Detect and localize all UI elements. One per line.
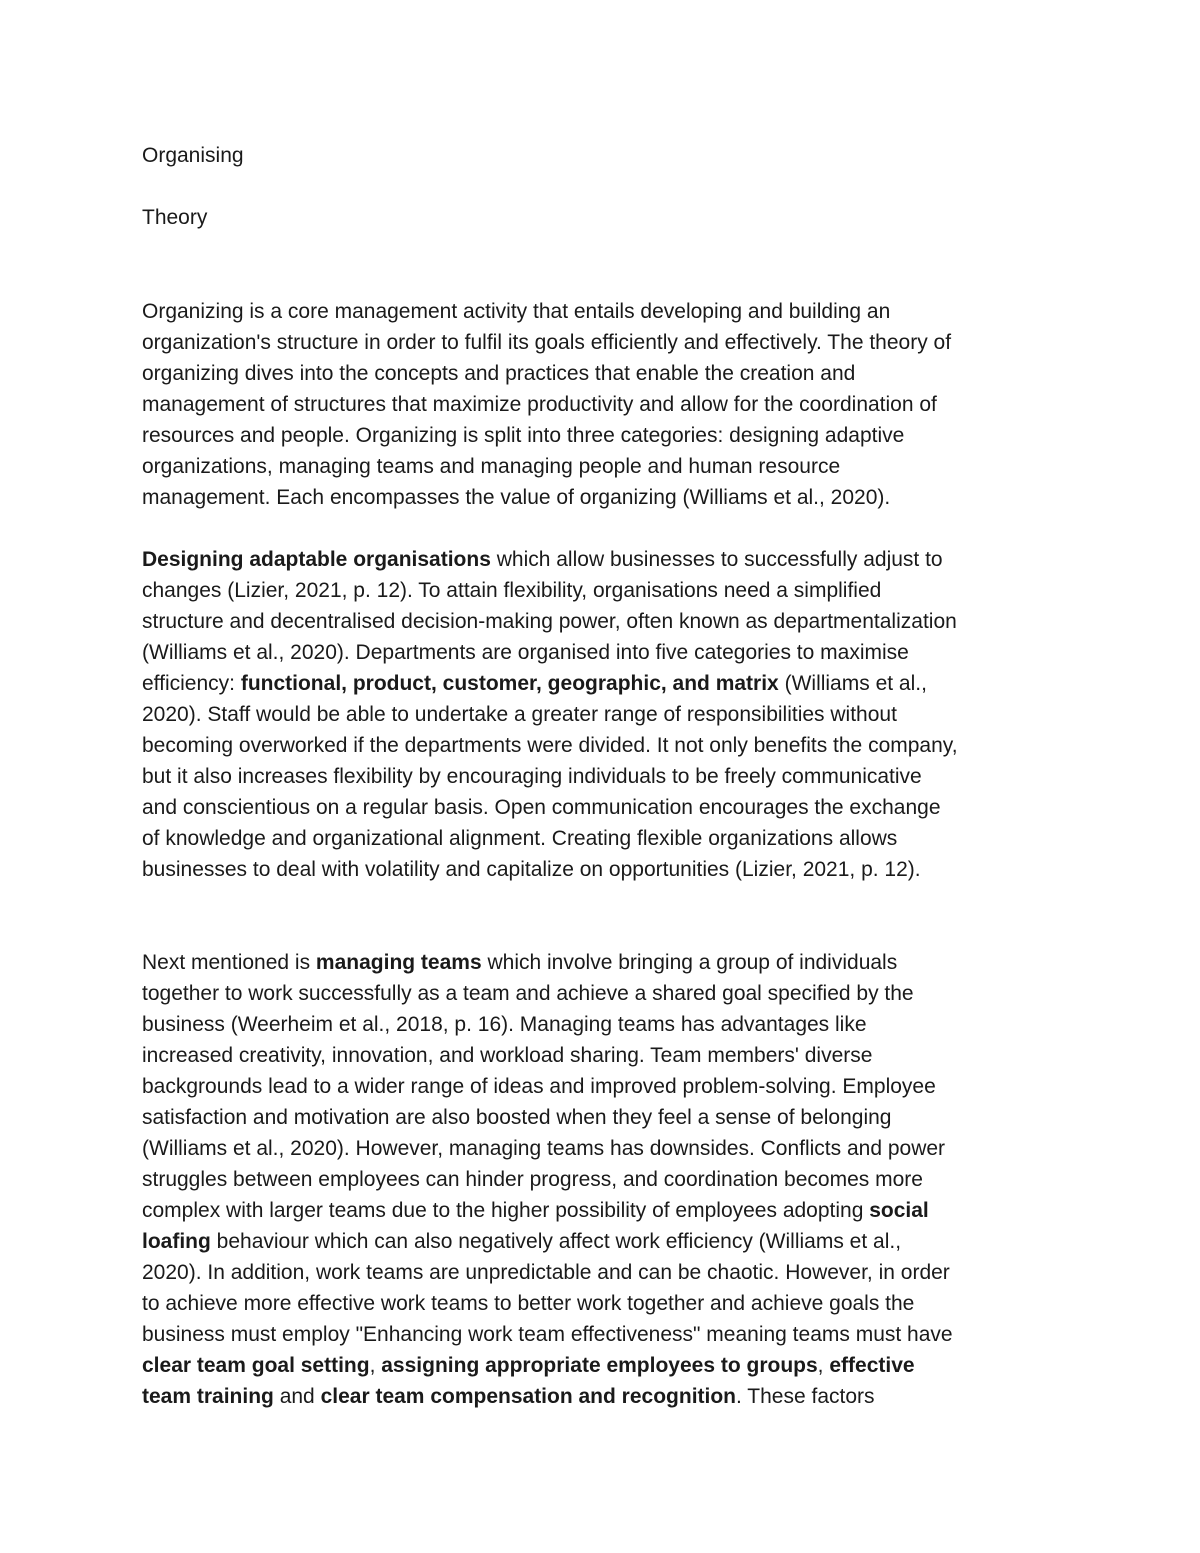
paragraph-adaptable-organisations [142, 544, 1067, 885]
text-line [142, 296, 1067, 327]
text-run: which involve bringing a group of individuals [481, 951, 898, 974]
bold-term: social [869, 1199, 929, 1222]
text-run: and conscientious on a regular basis. Open communication encourages the exchange [142, 796, 941, 819]
bold-term: effective [829, 1354, 915, 1377]
text-run: organizing dives into the concepts and practices that enable the creation and [142, 362, 856, 385]
text-run: organizations, managing teams and managing people and human resource [142, 455, 841, 478]
text-line [142, 668, 1067, 699]
text-run: but it also increases flexibility by encouraging individuals to be freely communicative [142, 765, 922, 788]
text-line [142, 699, 1067, 730]
bold-term: assigning appropriate employees to groups [381, 1354, 818, 1377]
text-run: becoming overworked if the departments were divided. It not only benefits the company, [142, 734, 958, 757]
text-run: and [273, 1385, 321, 1408]
text-line [142, 1381, 1067, 1412]
text-line [142, 451, 1067, 482]
text-run: struggles between employees can hinder progress, and coordination becomes more [142, 1168, 923, 1191]
text-run: behaviour which can also negatively affect work efficiency (Williams et al., [210, 1230, 902, 1253]
text-line [142, 761, 1067, 792]
text-line [142, 1350, 1067, 1381]
text-run: increased creativity, innovation, and workload sharing. Team members' diverse [142, 1044, 873, 1067]
text-run: Organizing is a core management activity that entails developing and building an [142, 300, 891, 323]
text-run: management. Each encompasses the value of organizing (Williams et al., 2020). [142, 486, 891, 509]
text-run: (Williams et al., 2020). Departments are organised into five categories to maximise [142, 641, 909, 664]
text-line [142, 575, 1067, 606]
text-line [142, 1009, 1067, 1040]
text-line [142, 730, 1067, 761]
text-run: organization's structure in order to fulfil its goals efficiently and effectively. The theory of [142, 331, 952, 354]
text-run: complex with larger teams due to the higher possibility of employees adopting [142, 1199, 870, 1222]
bold-term: clear team goal setting [142, 1354, 370, 1377]
text-run: structure and decentralised decision-making power, often known as departmentalization [142, 610, 957, 633]
text-line [142, 606, 1067, 637]
bold-term: Designing adaptable organisations [142, 548, 491, 571]
text-line [142, 420, 1067, 451]
text-line [142, 947, 1067, 978]
text-run: to achieve more effective work teams to better work together and achieve goals the [142, 1292, 915, 1315]
paragraph-organizing-intro [142, 296, 1067, 513]
text-line [142, 1288, 1067, 1319]
text-line [142, 854, 1067, 885]
text-line [142, 1071, 1067, 1102]
text-run: which allow businesses to successfully adjust to [490, 548, 943, 571]
text-run: changes (Lizier, 2021, p. 12). To attain flexibility, organisations need a simplified [142, 579, 882, 602]
text-run: (Williams et al., [778, 672, 927, 695]
text-run: . These factors [736, 1385, 875, 1408]
document-title: Organising [142, 144, 244, 167]
bold-term: clear team compensation and recognition [320, 1385, 737, 1408]
bold-term: loafing [142, 1230, 211, 1253]
text-line [142, 327, 1067, 358]
text-run: together to work successfully as a team and achieve a shared goal specified by the [142, 982, 914, 1005]
text-line [142, 482, 1067, 513]
document-subtitle: Theory [142, 206, 208, 229]
text-run: businesses to deal with volatility and capitalize on opportunities (Lizier, 2021, p. 12). [142, 858, 921, 881]
text-line [142, 1102, 1067, 1133]
text-line [142, 637, 1067, 668]
text-run: business (Weerheim et al., 2018, p. 16). Managing teams has advantages like [142, 1013, 867, 1036]
text-run: 2020). Staff would be able to undertake a greater range of responsibilities without [142, 703, 897, 726]
text-run: efficiency: [142, 672, 241, 695]
text-line [142, 1040, 1067, 1071]
text-run: , [817, 1354, 830, 1377]
text-run: , [369, 1354, 382, 1377]
text-run: backgrounds lead to a wider range of ideas and improved problem-solving. Employee [142, 1075, 936, 1098]
text-line [142, 1133, 1067, 1164]
bold-term: functional, product, customer, geographic, and matrix [240, 672, 779, 695]
text-line [142, 1195, 1067, 1226]
text-run: of knowledge and organizational alignment. Creating flexible organizations allows [142, 827, 898, 850]
bold-term: team training [142, 1385, 274, 1408]
text-line [142, 823, 1067, 854]
text-run: business must employ "Enhancing work team effectiveness" meaning teams must have [142, 1323, 953, 1346]
text-line [142, 358, 1067, 389]
text-run: resources and people. Organizing is split into three categories: designing adaptive [142, 424, 905, 447]
text-line [142, 978, 1067, 1009]
text-line [142, 544, 1067, 575]
text-line [142, 389, 1067, 420]
bold-term: managing teams [315, 951, 482, 974]
text-run: 2020). In addition, work teams are unpredictable and can be chaotic. However, in order [142, 1261, 950, 1284]
text-line [142, 1319, 1067, 1350]
text-line [142, 792, 1067, 823]
paragraph-managing-teams [142, 947, 1067, 1412]
text-run: management of structures that maximize productivity and allow for the coordination of [142, 393, 937, 416]
text-run: Next mentioned is [142, 951, 316, 974]
text-line [142, 1164, 1067, 1195]
text-run: (Williams et al., 2020). However, managing teams has downsides. Conflicts and power [142, 1137, 946, 1160]
text-line [142, 1226, 1067, 1257]
text-run: satisfaction and motivation are also boosted when they feel a sense of belonging [142, 1106, 892, 1129]
text-line [142, 1257, 1067, 1288]
